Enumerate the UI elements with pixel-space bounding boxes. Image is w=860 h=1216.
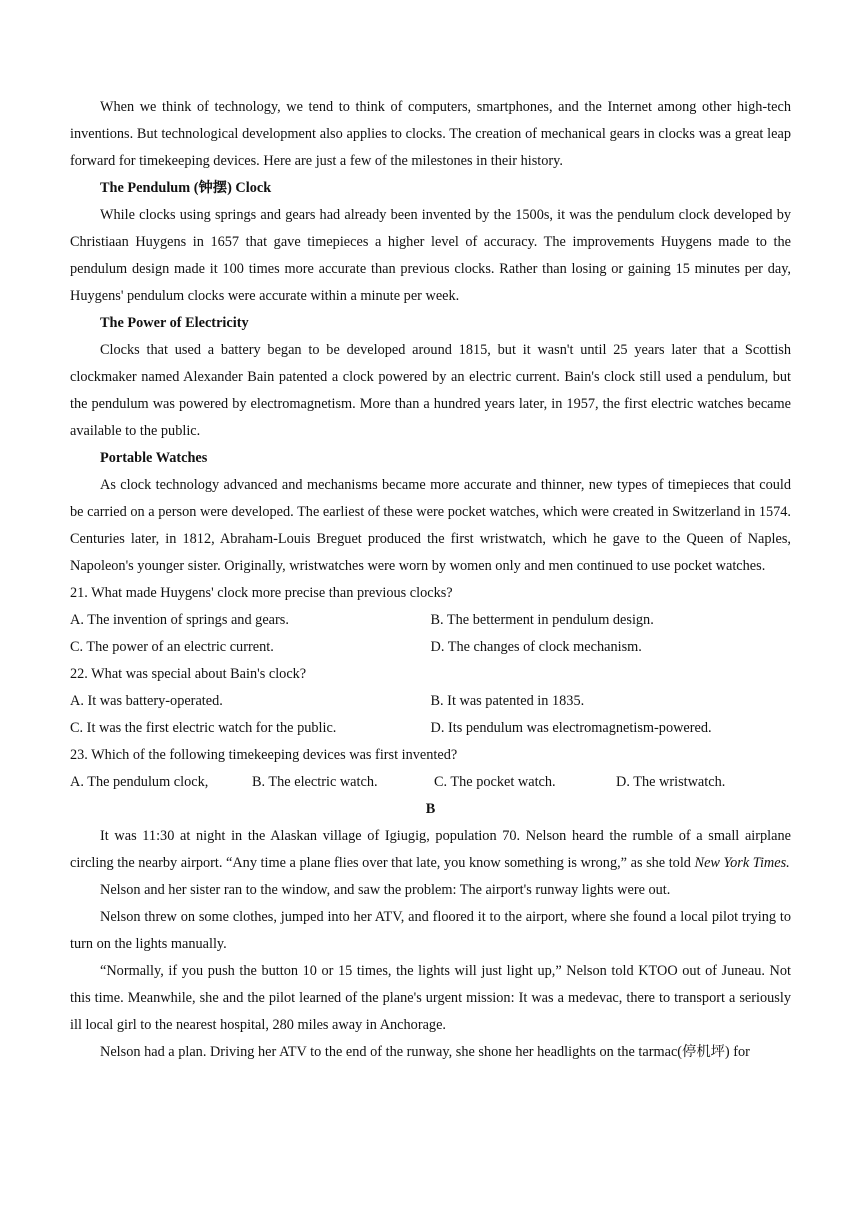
passage-b-label: B [425,801,436,817]
heading-electricity: The Power of Electricity [100,315,249,331]
passage-a-intro: When we think of technology, we tend to think of computers, smartphones, and the Internet among other high-tech inventions. But technological development also applies to clocks. The creation of mechanical gears in clocks was a great leap forward for timekeeping devices. Here are just a few of the milestones in their history. [70,99,791,169]
passage-b-paragraph-2: Nelson and her sister ran to the window, and saw the problem: The airport's runway lights were out. [100,882,671,898]
passage-b-paragraph-5: Nelson had a plan. Driving her ATV to the end of the runway, she shone her headlights on the tarmac(停机坪) for [100,1044,750,1060]
question-22-stem: 22. What was special about Bain's clock? [70,666,307,682]
question-22-option-c: C. It was the first electric watch for the public. [70,720,337,736]
paragraph-portable-watches: As clock technology advanced and mechanisms became more accurate and thinner, new types of timepieces that could be carried on a person were developed. The earliest of these were pocket watches, which were created in Switzerland in 1574. Centuries later, in 1812, Abraham-Louis Breguet produced the first wristwatch, which he gave to the Queen of Naples, Napoleon's younger sister. Originally, wristwatches were worn by women only and men continued to use pocket watches. [70,477,791,574]
heading-portable-watches: Portable Watches [100,450,208,466]
question-22-option-d: D. Its pendulum was electromagnetism-powered. [430,720,712,736]
document-body [70,94,791,1066]
paragraph-pendulum-clock: While clocks using springs and gears had already been invented by the 1500s, it was the pendulum clock developed by Christiaan Huygens in 1657 that gave timepieces a higher level of accuracy. The improvements Huygens made to the pendulum design made it 100 times more accurate than previous clocks. Rather than losing or gaining 15 minutes per day, Huygens' pendulum clocks were accurate within a minute per week. [70,207,791,304]
question-21-options-row-1 [70,607,791,634]
heading-pendulum-clock: The Pendulum (钟摆) Clock [100,180,272,196]
question-21-option-a: A. The invention of springs and gears. [70,612,289,628]
question-22-options-row-1 [70,688,791,715]
paragraph-electricity: Clocks that used a battery began to be developed around 1815, but it wasn't until 25 years later that a Scottish clockmaker named Alexander Bain patented a clock powered by an electric current. Bain's clock still used a pendulum, but the pendulum was powered by electromagnetism. More than a hundred years later, in 1957, the first electric watches became available to the public. [70,342,791,439]
question-23-option-b: B. The electric watch. [252,774,378,790]
passage-b-paragraph-4: “Normally, if you push the button 10 or 15 times, the lights will just light up,” Nelson told KTOO out of Juneau. Not this time. Meanwhile, she and the pilot learned of the plane's urgent mission: It was a medevac, there to transport a seriously ill local girl to the nearest hospital, 280 miles away in Anchorage. [70,963,791,1033]
passage-b-paragraph-1-text: It was 11:30 at night in the Alaskan village of Igiugig, population 70. Nelson heard the rumble of a small airplane circling the nearby airport. “Any time a plane flies over that late, you know something is wrong,” as she told [70,828,791,871]
question-23-stem: 23. Which of the following timekeeping devices was first invented? [70,747,458,763]
question-22-option-b: B. It was patented in 1835. [430,693,585,709]
question-23-option-a: A. The pendulum clock, [70,774,209,790]
question-23-option-d: D. The wristwatch. [616,774,726,790]
question-23-options [70,769,791,796]
newspaper-name: New York Times. [694,855,790,871]
question-23-option-c: C. The pocket watch. [434,774,556,790]
question-22-options-row-2 [70,715,791,742]
question-21-option-c: C. The power of an electric current. [70,639,274,655]
question-21-stem: 21. What made Huygens' clock more precise than previous clocks? [70,585,453,601]
question-22-option-a: A. It was battery-operated. [70,693,223,709]
passage-b-paragraph-3: Nelson threw on some clothes, jumped into her ATV, and floored it to the airport, where she found a local pilot trying to turn on the lights manually. [70,909,791,952]
passage-b-paragraph-1 [70,823,791,877]
question-21-option-d: D. The changes of clock mechanism. [430,639,642,655]
question-21-option-b: B. The betterment in pendulum design. [430,612,654,628]
question-21-options-row-2 [70,634,791,661]
